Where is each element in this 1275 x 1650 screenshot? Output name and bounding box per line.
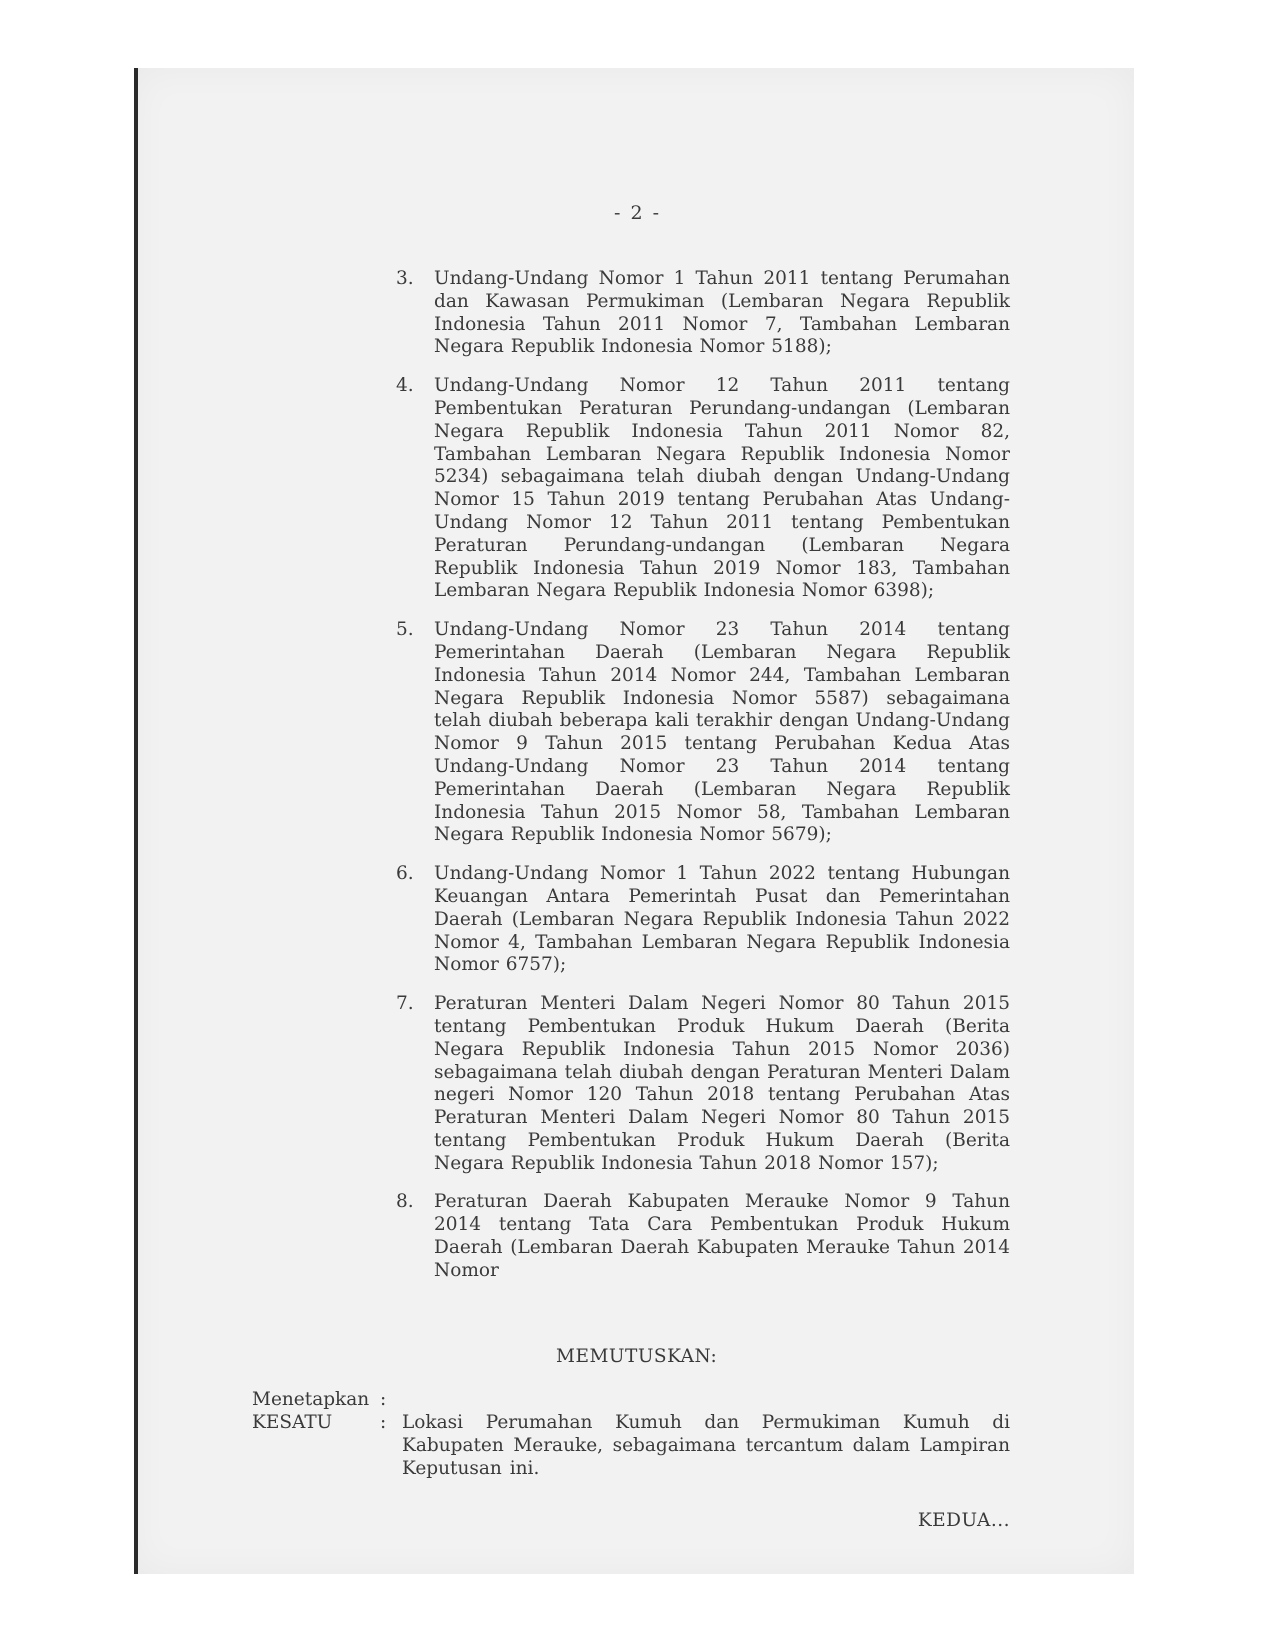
menetapkan-text [402, 1388, 1010, 1411]
list-item-text: Undang-Undang Nomor 1 Tahun 2011 tentang Perumahan dan Kawasan Permukiman (Lembaran Negara Republik Indonesia Tahun 2011 Nomor 7, Tambahan Lembaran Negara Republik Indonesia Nomor 5188); [434, 268, 1010, 358]
list-item-number: 5. [396, 619, 414, 641]
list-item [396, 619, 1010, 847]
menetapkan-row [252, 1388, 1010, 1411]
list-item-number: 7. [396, 993, 414, 1015]
list-item-number: 3. [396, 268, 414, 289]
catchword-next-page: KEDUA... [917, 1510, 1010, 1531]
kesatu-label: KESATU [252, 1412, 333, 1433]
list-item-number: 8. [396, 1191, 414, 1213]
list-item-number: 6. [396, 863, 414, 885]
list-item [396, 993, 1010, 1175]
list-item [396, 1191, 1010, 1282]
menetapkan-label: Menetapkan [252, 1389, 370, 1410]
legal-basis-list [396, 268, 1010, 1299]
list-item-text: Undang-Undang Nomor 23 Tahun 2014 tentang Pemerintahan Daerah (Lembaran Negara Republik Indonesia Tahun 2014 Nomor 244, Tambahan Lembaran Negara Republik Indonesia Nomor 5587) sebagaimana telah diubah beberapa kali terakhir dengan Undang-Undang Nomor 9 Tahun 2015 tentang Perubahan Kedua Atas Undang-Undang Nomor 23 Tahun 2014 tentang Pemerintahan Daerah (Lembaran Negara Republik Indonesia Tahun 2015 Nomor 58, Tambahan Lembaran Negara Republik Indonesia Nomor 5679); [434, 619, 1010, 846]
list-item-text: Undang-Undang Nomor 1 Tahun 2022 tentang Hubungan Keuangan Antara Pemerintah Pusat dan Pemerintahan Daerah (Lembaran Negara Republik Indonesia Tahun 2022 Nomor 4, Tambahan Lembaran Negara Republik Indonesia Nomor 6757); [434, 863, 1010, 976]
kesatu-text: Lokasi Perumahan Kumuh dan Permukiman Kumuh di Kabupaten Merauke, sebagaimana tercantum dalam Lampiran Keputusan ini. [402, 1412, 1010, 1479]
list-item [396, 375, 1010, 603]
decision-heading: MEMUTUSKAN: [556, 1346, 718, 1367]
kesatu-row [252, 1411, 1010, 1480]
kesatu-colon: : [380, 1412, 387, 1433]
list-item-text: Peraturan Daerah Kabupaten Merauke Nomor 9 Tahun 2014 tentang Tata Cara Pembentukan Produk Hukum Daerah (Lembaran Daerah Kabupaten Merauke Tahun 2014 Nomor [434, 1191, 1010, 1281]
list-item [396, 268, 1010, 359]
list-item [396, 863, 1010, 977]
menetapkan-colon: : [380, 1389, 387, 1410]
list-item-text: Undang-Undang Nomor 12 Tahun 2011 tentang Pembentukan Peraturan Perundang-undangan (Lembaran Negara Republik Indonesia Tahun 2011 Nomor 82, Tambahan Lembaran Negara Republik Indonesia Nomor 5234) sebagaimana telah diubah dengan Undang-Undang Nomor 15 Tahun 2019 tentang Perubahan Atas Undang-Undang Nomor 12 Tahun 2011 tentang Pembentukan Peraturan Perundang-undangan (Lembaran Negara Republik Indonesia Tahun 2019 Nomor 183, Tambahan Lembaran Negara Republik Indonesia Nomor 6398); [434, 375, 1010, 602]
list-item-text: Peraturan Menteri Dalam Negeri Nomor 80 Tahun 2015 tentang Pembentukan Produk Hukum Daerah (Berita Negara Republik Indonesia Tahun 2015 Nomor 2036) sebagaimana telah diubah dengan Peraturan Menteri Dalam negeri Nomor 120 Tahun 2018 tentang Perubahan Atas Peraturan Menteri Dalam Negeri Nomor 80 Tahun 2015 tentang Pembentukan Produk Hukum Daerah (Berita Negara Republik Indonesia Tahun 2018 Nomor 157); [434, 993, 1010, 1174]
list-item-number: 4. [396, 375, 414, 397]
page-number: - 2 - [613, 202, 661, 224]
